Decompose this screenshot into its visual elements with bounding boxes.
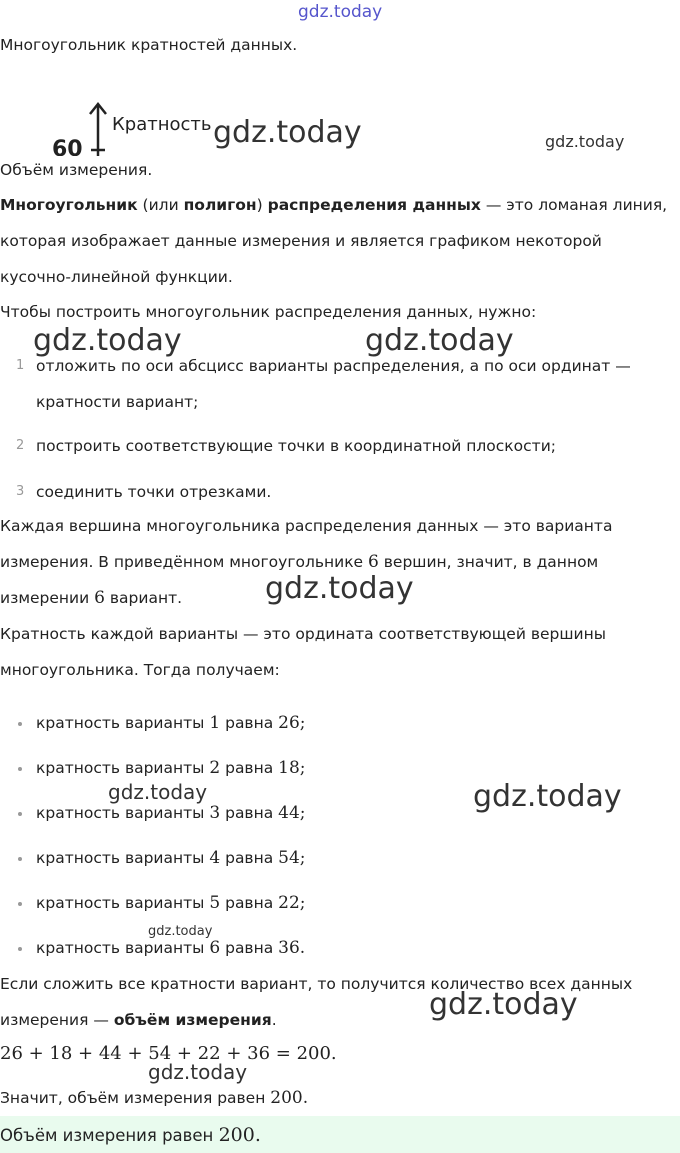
math-number: 1: [209, 713, 221, 733]
text-span: вариант.: [104, 589, 183, 607]
list-number: 1: [16, 358, 25, 373]
math-number: 44: [278, 803, 300, 823]
math-number: 5: [209, 893, 221, 913]
watermark: gdz.today: [213, 115, 362, 150]
watermark: gdz.today: [298, 2, 383, 22]
text-span: измерения —: [0, 1011, 114, 1029]
list-item: [36, 758, 306, 778]
math-punct: ;: [299, 803, 306, 823]
watermark: gdz.today: [365, 323, 514, 358]
list-item: построить соответствующие точки в координатной плоскости;: [36, 437, 556, 455]
math-punct: ;: [299, 848, 306, 868]
paragraph-line: многоугольника. Тогда получаем:: [0, 661, 280, 679]
text-span: кратность варианты: [36, 939, 210, 957]
text-span: ): [256, 196, 268, 214]
polygon-chart: [0, 96, 240, 156]
bullet-dot-icon: [18, 767, 22, 771]
chart-svg: [0, 96, 240, 156]
math-number: 4: [209, 848, 221, 868]
list-number: 3: [16, 484, 25, 499]
term-bold: полигон: [183, 196, 257, 214]
text-span: Значит, объём измерения равен: [0, 1089, 271, 1107]
paragraph: Объём измерения.: [0, 161, 153, 179]
y-tick-label: 60: [52, 137, 83, 156]
math-number: 22: [278, 893, 300, 913]
math-punct: ;: [299, 893, 306, 913]
text-span: равна: [220, 894, 279, 912]
y-axis-label: Кратность: [112, 114, 212, 135]
text-span: кратность варианты: [36, 894, 210, 912]
term-bold: объём измерения: [113, 1011, 272, 1029]
text-span: .: [271, 1011, 277, 1029]
bullet-dot-icon: [18, 947, 22, 951]
math-number: 18: [278, 758, 300, 778]
figure-caption: Многоугольник кратностей данных.: [0, 36, 298, 54]
text-span: измерении: [0, 589, 95, 607]
text-span: равна: [220, 939, 279, 957]
watermark: gdz.today: [148, 1060, 248, 1084]
watermark: gdz.today: [265, 571, 414, 606]
answer-text: [0, 1124, 261, 1147]
watermark: gdz.today: [473, 779, 622, 814]
text-span: равна: [220, 849, 279, 867]
text-span: вершин, значит, в данном: [378, 553, 599, 571]
text-span: кратность варианты: [36, 804, 210, 822]
math-punct: ;: [299, 758, 306, 778]
paragraph-line: [0, 552, 598, 572]
conclusion-line: [0, 1088, 308, 1108]
text-span: (или: [137, 196, 184, 214]
paragraph-line: кусочно-линейной функции.: [0, 268, 233, 286]
math-number: 2: [209, 758, 221, 778]
term-bold: Многоугольник: [0, 196, 138, 214]
list-item: соединить точки отрезками.: [36, 483, 272, 501]
math-number: 26: [278, 713, 300, 733]
bullet-dot-icon: [18, 722, 22, 726]
watermark: gdz.today: [429, 987, 578, 1022]
math-number: 36: [278, 938, 300, 958]
definition-paragraph: [0, 195, 667, 215]
list-item-continuation: кратности вариант;: [36, 393, 199, 411]
math-number: 54: [278, 848, 300, 868]
list-item: отложить по оси абсцисс варианты распределения, а по оси ординат —: [36, 357, 631, 375]
math-number: 6: [94, 588, 105, 608]
text-span: кратность варианты: [36, 849, 210, 867]
list-item: [36, 848, 306, 868]
paragraph-line: Если сложить все кратности вариант, то получится количество всех данных: [0, 975, 633, 993]
text-span: равна: [220, 759, 279, 777]
text-span: кратность варианты: [36, 714, 210, 732]
text-span: равна: [220, 714, 279, 732]
sum-formula: 26 + 18 + 44 + 54 + 22 + 36 = 200.: [0, 1043, 337, 1064]
bullet-dot-icon: [18, 857, 22, 861]
watermark: gdz.today: [148, 924, 213, 939]
list-item: [36, 713, 306, 733]
answer-box: [0, 1116, 680, 1153]
watermark: gdz.today: [33, 323, 182, 358]
bullet-dot-icon: [18, 902, 22, 906]
math-punct: .: [302, 1088, 309, 1108]
paragraph-line: [0, 588, 182, 608]
text-span: — это ломаная линия,: [480, 196, 668, 214]
paragraph-line: Каждая вершина многоугольника распределения данных — это варианта: [0, 517, 613, 535]
list-item: [36, 938, 305, 958]
text-span: Объём измерения равен: [0, 1126, 219, 1145]
paragraph-line: Кратность каждой варианты — это ордината соответствующей вершины: [0, 625, 606, 643]
math-punct: .: [299, 938, 306, 958]
paragraph-line: которая изображает данные измерения и является графиком некоторой: [0, 232, 602, 250]
text-span: кратность варианты: [36, 759, 210, 777]
math-punct: .: [254, 1124, 261, 1146]
math-number: 3: [209, 803, 221, 823]
text-span: измерения. В приведённом многоугольнике: [0, 553, 369, 571]
math-number: 6: [368, 552, 379, 572]
math-number: 200: [270, 1088, 303, 1108]
paragraph-line: [0, 1010, 277, 1030]
math-punct: ;: [299, 713, 306, 733]
bullet-dot-icon: [18, 812, 22, 816]
watermark: gdz.today: [108, 780, 208, 804]
math-number: 200: [218, 1124, 255, 1146]
paragraph: Чтобы построить многоугольник распределения данных, нужно:: [0, 303, 537, 321]
watermark: gdz.today: [545, 132, 625, 151]
list-item: [36, 893, 306, 913]
list-item: [36, 803, 306, 823]
math-number: 6: [209, 938, 221, 958]
term-bold: распределения данных: [267, 196, 481, 214]
text-span: равна: [220, 804, 279, 822]
list-number: 2: [16, 438, 25, 453]
